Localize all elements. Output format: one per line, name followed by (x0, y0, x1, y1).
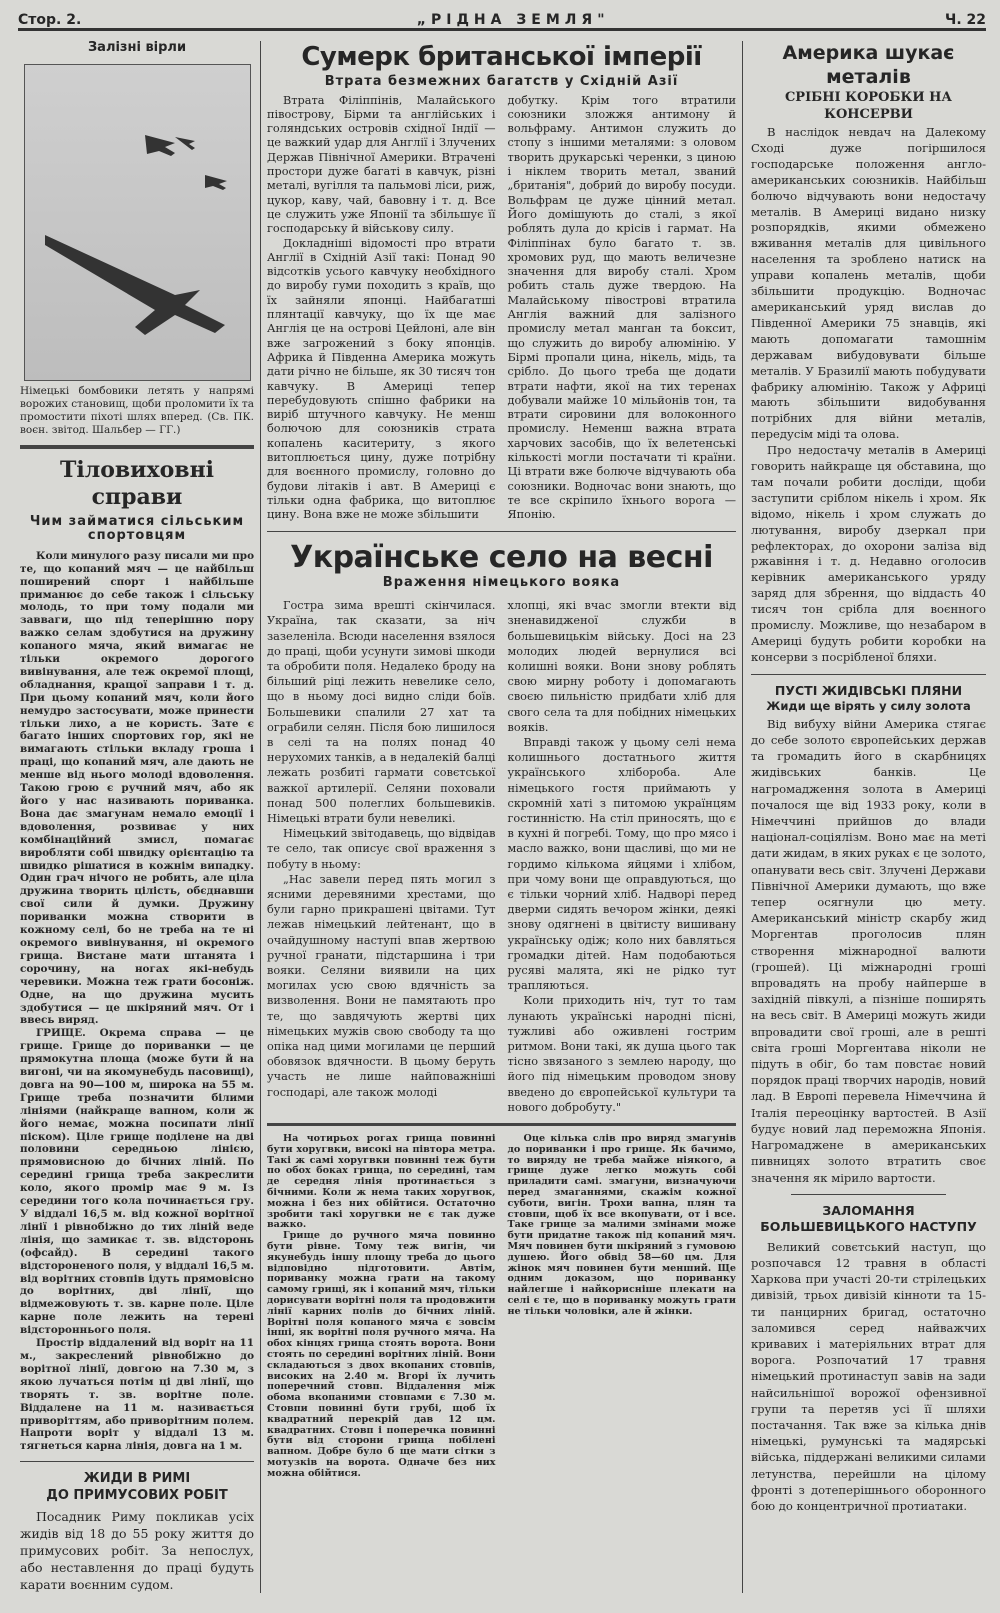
divider (20, 445, 254, 449)
village-subtitle: Враження німецького вояка (382, 574, 621, 590)
sport-paragraph: Оце кілька слів про виряд змагунів до пориванки і про грище. Як бачимо, то виряду не треба майже ніякого, а грище дуже легко можуть собі приладити самі. змагуни, визначуючи перед змаганнями, скажім кожної суботи, вигін. Трохи вапна, плян та стовпи, щоб їх все вкопувати, от і все. Таке грище за малими змінами може бути придатне також під копаний мяч. Мяч повинен бути шкіряний з гумовою душею. Його обвід 58—60 цм. Для жінок мяч повинен бути менший. Ще одним доказом, що пориванку найлегше і найкорисніше плекати на селі є те, що в пориванку можуть грати не тільки чоловіки, але й жінки. (507, 1133, 736, 1317)
masthead (18, 6, 986, 31)
sport-subtitle: Чим займатися сільським спортовцям (29, 513, 245, 544)
middle-column (260, 41, 743, 1593)
sport-paragraph: Простір віддалений від воріт на 11 м., закреслений рівнобіжно до ворітної лінії, довгою на 7.30 м, з якою лучаться потім ці дві лінії, що творять т. зв. ворітне поле. Віддалене на 11 м. називається приворіттям, або приворітним полем. Напроти воріт у віддалі 13 м. тягнеться карна лінія, довга на 1 м. (20, 1337, 254, 1453)
divider (20, 1461, 254, 1462)
metals-paragraph: Про недостачу металів в Америці говорить найкраще ця обставина, що там почали робити досліди, щоби заступити сріблом нікель і хром. Як відомо, нікель і хром служать до лютування, виробу дзеркал при рефлекторах, до охорони заліза від ржавіння і т. д. Недавно оголосив керівник американського уряду заряд для збрення, що віддасть 40 тисяч тон срібла для воєнного промислу. Можливе, що незабаром в Америці будуть робити коробки на консерви з посрібленої бляхи. (751, 443, 986, 664)
rome-article (20, 1470, 254, 1593)
photo-caption-block (20, 385, 254, 437)
sport-paragraph: Грище до ручного мяча повинно бути рівне. Тому теж вигін, чи якунебудь іншу площу треба до цього відповідно підготовити. Автім, пориванку можна грати на такому самому грищі, як і копаний мяч, тільки дорисувати ворітні поля та продовжити лінії карних полів до бічних ліній. Ворітні поля копаного мяча є зовсім інші, як ворітні поля ручного мяча. На обох кінцях грища стоять ворота. Вони стоять по середині ворітних ліній. Вони складаються з двох вкопаних стовпів, високих на 2.40 м. Вгорі їх лучить поперечний стовп. Віддалення між обома вкопаними стовпами є 7.30 м. Стовпи повинні бути грубі, щоб їх квадратний перекрій дав 12 цм. квадратних. Стовп і поперечка повинні бути від сторони грища побілені вапном. Добре було б ще мати сітки з мотузків на ворота. Одначе без них можна обійтися. (267, 1230, 496, 1479)
photo-caption: Німецькі бомбовики летять у напрямі ворожих становищ, щоби проломити їх та промостити піхоті шлях вперед. (Св. ПК. воєн. звітод. Шальбер — ГГ.) (20, 384, 254, 436)
village-paragraph: Коли приходить ніч, тут то там лунають українські народні пісні, тужливі або оживлені гострим ритмом. Вони такі, як душа цього так тісно звязаного з землею народу, що його під німецьким проводом знову введено до європейської культури та нового добробуту." (507, 994, 736, 1114)
divider (267, 531, 736, 532)
issue-number: Ч. 22 (945, 12, 986, 28)
empire-subtitle: Втрата безмежних багатств у Східній Азії (324, 74, 679, 89)
empire-title: Сумерк британської імперії (301, 42, 702, 72)
left-column (20, 41, 260, 1593)
metals-article (751, 41, 986, 666)
newspaper-title: „РІДНА ЗЕМЛЯ" (416, 12, 610, 28)
page-number: Стор. 2. (18, 12, 82, 28)
divider (267, 1123, 736, 1126)
photo-block (20, 41, 254, 56)
empire-article (267, 41, 736, 523)
metals-paragraph: В наслідок невдач на Далекому Сході дуже погіршилося господарське положення англо-американських союзників. Найбільш болючо відчувають вони недостачу металів. В Америці видано низку розпорядків, якими обмежено вживання металів для цивільного населення та зроблено натиск на управи копалень металів, щоби збільшити продукцію. Водночас американський уряд вислав до Південної Америки 75 знавців, які мають допомагати тамошнім державам вибудовувати більше металів. У Бразилії мають побудувати фабрику алюмінію. Також у Африці мають збільшити видобування потрібних для війни металів, передусім міді та олова. (751, 125, 986, 442)
rome-title: ЖИДИ В РИМІ (83, 1471, 191, 1487)
divider (791, 1194, 946, 1195)
photo-title: Залізні вірли (87, 40, 187, 55)
metals-subtitle: СРІБНІ КОРОБКИ НА КОНСЕРВИ (784, 90, 953, 122)
rome-subtitle: ДО ПРИМУСОВИХ РОБІТ (46, 1488, 228, 1504)
village-paragraph: „Нас завели перед пять могил з ясними деревяними хрестами, що були гарно прикрашені цвітами. Тут лежав німецький лейтенант, що в очайдушному наступі впав жертвою ручної гранати, підстаршина і три вояки. Селяни виявили на цих могилах усю свою вдячність за визволення. Вони не памятають про те, що завдячують жертві цих німецьких мужів свою свободу та що опіка над цими могилами це перший обовязок вдячности. В цьому беруть участь не лише найповажніші господарі, але також молоді (267, 872, 496, 1099)
sport-continuation (267, 1134, 736, 1480)
plans-article (751, 683, 986, 1186)
village-title: Українське село на весні (290, 539, 713, 575)
empire-paragraph: Докладніші відомості про втрати Англії в Східній Азії такі: Понад 90 відсотків усього кавчуку необхідного до виробу гуми походить з країв, що їх зайняли японці. Найбагатші плянтації кавчуку, що їх ще має Англія це на острові Цейлоні, але він вже загрожений з боку японців. Африка й Південна Америка можуть дати річно не більше, як 30 тисяч тон кавчуку. В Америці тепер перебудовують спішно фабрики на виріб штучного кавчуку. Не менш болючою для союзників страта копалень каситериту, з якого витоплюється цину, дуже потрібну для воєнного промислу, головно до будови літаків і авт. В Америці є тільки одна фабрика, що витоплює цину. Вона вже не може збільшити (267, 236, 496, 522)
village-article (267, 540, 736, 1116)
empire-paragraph: добутку. Крім того втратили союзники зложжя антимону й вольфраму. Антимон служить до стопу з іншими металями: з оловом творить друкарські черенки, з циною і ніклем творить метал, званий „британія", добрий до виробу посуди. Вольфрам це дуже цінний метал. Його домішують до сталі, з якої роблять дула до крісів і гармат. На Філіппінах було багато т. зв. хромових руд, що мають величезне значення для виробу сталі. Хром робить сталь дуже твердою. На Малайському півострові втратила Англія важний для залізного промислу метал манган та боксит, що служить до виробу алюмінію. У Бірмі пропали цина, нікель, мідь, та срібло. До цього треба ще додати втрати нафти, якої на тих теренах добували майже 10 мільйонів тон, та втрати сировини для волоконного промислу. Неменш важна втрата харчових засобів, що їх велетенські кількості могли постачати ті країни. Ці втрати вже болюче відчувають оба союзники. Водночас вони знають, що те все скріпило їхнього ворога — Японію. (507, 93, 736, 522)
village-paragraph: хлопці, які вчас змогли втекти від зненавидженої служби в большевицькім війську. Досі на 23 молодих людей вернулися всі колишні вояки. Вони знову роблять свою мирну роботу і допомагають своєю пильністю придбати хліб для свого села та для побідних німецьких вояків. (507, 599, 736, 734)
right-column (743, 41, 986, 1593)
village-paragraph: Гостра зима врешті скінчилася. Україна, так сказати, за ніч зазеленіла. Всюди населення взялося до праці, щоби усунути зимові шкоди та обробити поля. Недалеко броду на більший ріці лежить невелике село, що в ньому досі видно сліди боїв. Большевики спалили 27 хат та ограбили селян. Після бою лишилося в селі та на полях понад 40 нерухомих танків, а в недалекій балці лежать розбиті гармати совєтської важкої артилерії. Селяни поховали понад 500 полеглих большевиків. Німецькі втрати були невеликі. (267, 599, 496, 825)
village-paragraph: Вправді також у цьому селі нема колишнього достатнього життя українського хлібороба. Але німецького гостя приймають у скромній хаті з питомою українцям гостинністю. На стіл приносять, що є в кухні й погребі. Тому, що про мясо і масло важко, вони щасливі, що ми не гордимо кількома яйцями і хлібом, при чому вони ще оправдуються, що є тільки чорний хліб. Надворі перед дверми сидять вечором жінки, деякі знову одягнені в цвітисту вишивану українську одіж; коло них бавляться громадки дітей. Нам подобаються русяві малята, які не рідко тут трапляються. (507, 735, 736, 993)
sport-paragraph: На чотирьох рогах грища повинні бути хоругвки, високі на півтора метра. Такі ж самі хоругвки повинні теж бути по обох боках грища, по середині, там де середня лінія протинається з бічними. Коли ж нема таких хоругвок, можна і без них обійтися. Остаточно зробити такі хоругвки не є так дуже важко. (267, 1133, 496, 1231)
sport-paragraph: Коли минулого разу писали ми про те, що копаний мяч — це найбільш поширений спорт і найбільше приманює до себе також і сільську молодь, то при тому подали ми завваги, що під теперішню пору важко селам здобутися на дружину копаного мяча, який вимагає не тільки окремого дорогого вивінування, але теж окремої площі, обладнання, кращої заправи і т. д. При цьому копаний мяч, коли його немудро застосувати, може принести тільки лихо, а не користь. Зате є багато інших спортових гор, які не вимагають стільки вкладу гроша і праці, що копаний мяч, але дають не менше від нього молоді вдоволення. Такою грою є ручний мяч, або як його у нас називають пориванка. Вона дає змагунам немало емоції і вдоволення, розвиває у них комбінаційний змисл, помагає виробляти собі швидку орієнтацію та швидко рішатися в кожнім випадку. Один грач нічого не робить, але ціла дружина творить цілість, обєднавши свої сили й думки. Дружину пориванки можна створити в кожному селі, бо не треба на те ні окремого вивінування, ні окремого грища. Вистане мати штанята і сорочину, на ногах які-небудь черевики. Можна теж грати босоніж. Одне, на що дружина мусить здобутися — це шкіряний мяч. От і ввесь виряд. (20, 549, 254, 1027)
rome-text: Посадник Риму покликав усіх жидів від 18 до 55 року життя до примусових робіт. За непослух, або неставлення до праці будуть карати воєнним судом. (20, 1509, 254, 1593)
plans-subtitle: Жиди ще вірять у силу золота (766, 698, 971, 713)
sport-title: Тіловиховні справи (59, 456, 215, 510)
offensive-article (751, 1203, 986, 1514)
plans-paragraph: Від вибуху війни Америка стягає до себе золото європейських держав та громадить його в скарбницях жидівських банків. Це нагромадження золота в Америці почалося ще від 1933 року, коли в Німеччині прийшов до влади націонал-соціялізм. Воно має на меті дати жидам, в яких руках є це золото, опанувати весь світ. Злучені Держави Північної Америки думають, що вже тепер осягнули цю мету. Американський міністр скарбу жид Моргентав проголосив плян створення міжнародної валюти (грошей). Ці міжнародні гроші впровадять на пробу найперше в західній півкулі, а пізніше поширять на весь світ. В Америці можуть жиди впровадити свої гроші, але в решті світа гроші Моргентава ніколи не підуть в обіг, бо там повстає новий порядок праці творчих народів, новий лад. В Европі перевела Німеччина й Італія переоцінку вартостей. В Азії будує новий лад переможна Японія. Нагромаджене в американських пивницях золото втратить своє значення як мірило вартости. (751, 716, 986, 1185)
bomber-planes-icon (25, 65, 250, 380)
offensive-title: ЗАЛОМАННЯ БОЛЬШЕВИЦЬКОГО НАСТУПУ (760, 1202, 977, 1234)
metals-title: Америка шукає металів (782, 42, 955, 88)
plans-title: ПУСТІ ЖИДІВСЬКІ ПЛЯНИ (774, 682, 963, 698)
sport-paragraph: ГРИЩЕ. Окрема справа — це грище. Грище до пориванки — це прямокутна площа (може бути й на вигоні, чи на якомунебудь пасовищі), довга на 90—100 м, широка на 55 м. Грище треба позначити білими лініями (найкраще вапном, коли ж його немає, можна посипати лінії піском). Ціле грище поділене на дві половини середньою лінією, прямовисною до бічних ліній. По середині грища треба закреслити коло, якого промір має 9 м. Із середини того кола починається гру. У віддалі 16,5 м. від кожної ворітної лінії і рівнобіжно до тих ліній веде лінія, що замикає т. зв. відсторонь (офсайд). В середині такого відстороненого поля, у віддалі 16,5 м. від ворітних стовпів ідуть прямовісно до ворітних, дві лінії, що відмежовують т. зв. карне поле. Ціле карне поле лежить на терені відстороннього поля. (20, 1027, 254, 1337)
village-paragraph: Німецький звітодавець, що відвідав те село, так описує свої враження з побуту в ньому: (267, 827, 496, 871)
offensive-paragraph: Великий совєтський наступ, що розпочався 12 травня в області Харкова при участі 20-ти стрілецьких дивізій, трьох дивізій кінноти та 15-ти панцирних бригад, остаточно заломився серед найважчих кривавих і матеріяльних втрат для ворога. Розпочатий 17 травня німецький протинаступ завів на зади найсильнішої ворожої офензивної групи та перетяв усі її шляхи постачання. Так вже за кілька днів німецькі, румунські та мадярські війська, піддержані великими силами летунства, перейшли на цілому фронті з дотеперішнього оборонного бою до концентричної протиатаки. (751, 1239, 986, 1513)
page-body (0, 31, 1000, 1613)
sport-article (20, 457, 254, 1454)
empire-paragraph: Втрата Філіппінів, Малайського півострову, Бірми та англійських і голяндських островів східної Індії — це важкий удар для Англії і Злучених Держав Північної Америки. Втрачені простори дуже багаті в кавчук, різні металі, вугілля та пальмові ліси, риж, цукор, каву, чай, бавовну і т. д. Все це служить уже Японії та збільшує її господарську й військову силу. (267, 93, 496, 236)
bomber-photo (24, 64, 251, 381)
divider (751, 674, 986, 675)
